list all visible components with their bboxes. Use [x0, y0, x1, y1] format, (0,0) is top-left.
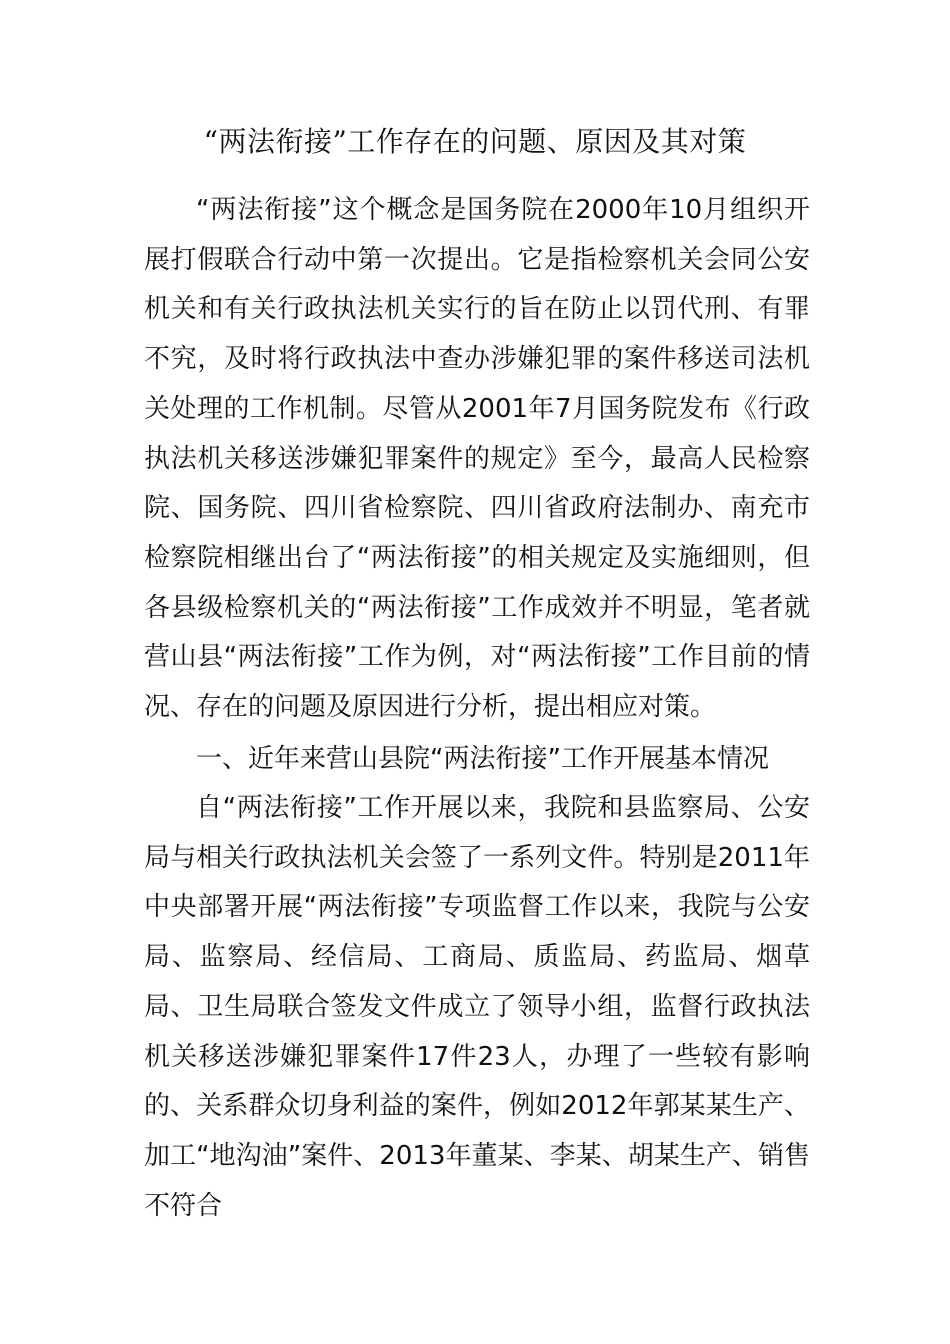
body-paragraph-section-1: 自“两法衔接”工作开展以来，我院和县监察局、公安局与相关行政执法机关会签了一系列文件。特别是2011年中央部署开展“两法衔接”专项监督工作以来，我院与公安局、监察局、经信局、工商局、质监局、药监局、烟草局、卫生局联合签发文件成立了领导小组，监督行政执法机关移送涉嫌犯罪案件17件23人，办理了一些较有影响的、关系群众切身利益的案件，例如2012年郭某某生产、加工“地沟油”案件、2013年董某、李某、胡某生产、销售不符合: [144, 793, 810, 1221]
body-paragraph-intro: “两法衔接”这个概念是国务院在2000年10月组织开展打假联合行动中第一次提出。它是指检察机关会同公安机关和有关行政执法机关实行的旨在防止以罚代刑、有罪不究，及时将行政执法中查办涉嫌犯罪的案件移送司法机关处理的工作机制。尽管从2001年7月国务院发布《行政执法机关移送涉嫌犯罪案件的规定》至今，最高人民检察院、国务院、四川省检察院、四川省政府法制办、南充市检察院相继出台了“两法衔接”的相关规定及实施细则，但各县级检察机关的“两法衔接”工作成效并不明显，笔者就营山县“两法衔接”工作为例，对“两法衔接”工作目前的情况、存在的问题及原因进行分析，提出相应对策。: [144, 195, 810, 723]
section-heading: 一、近年来营山县院“两法衔接”工作开展基本情况: [196, 744, 769, 774]
document-title: “两法衔接”工作存在的问题、原因及其对策: [203, 125, 747, 158]
